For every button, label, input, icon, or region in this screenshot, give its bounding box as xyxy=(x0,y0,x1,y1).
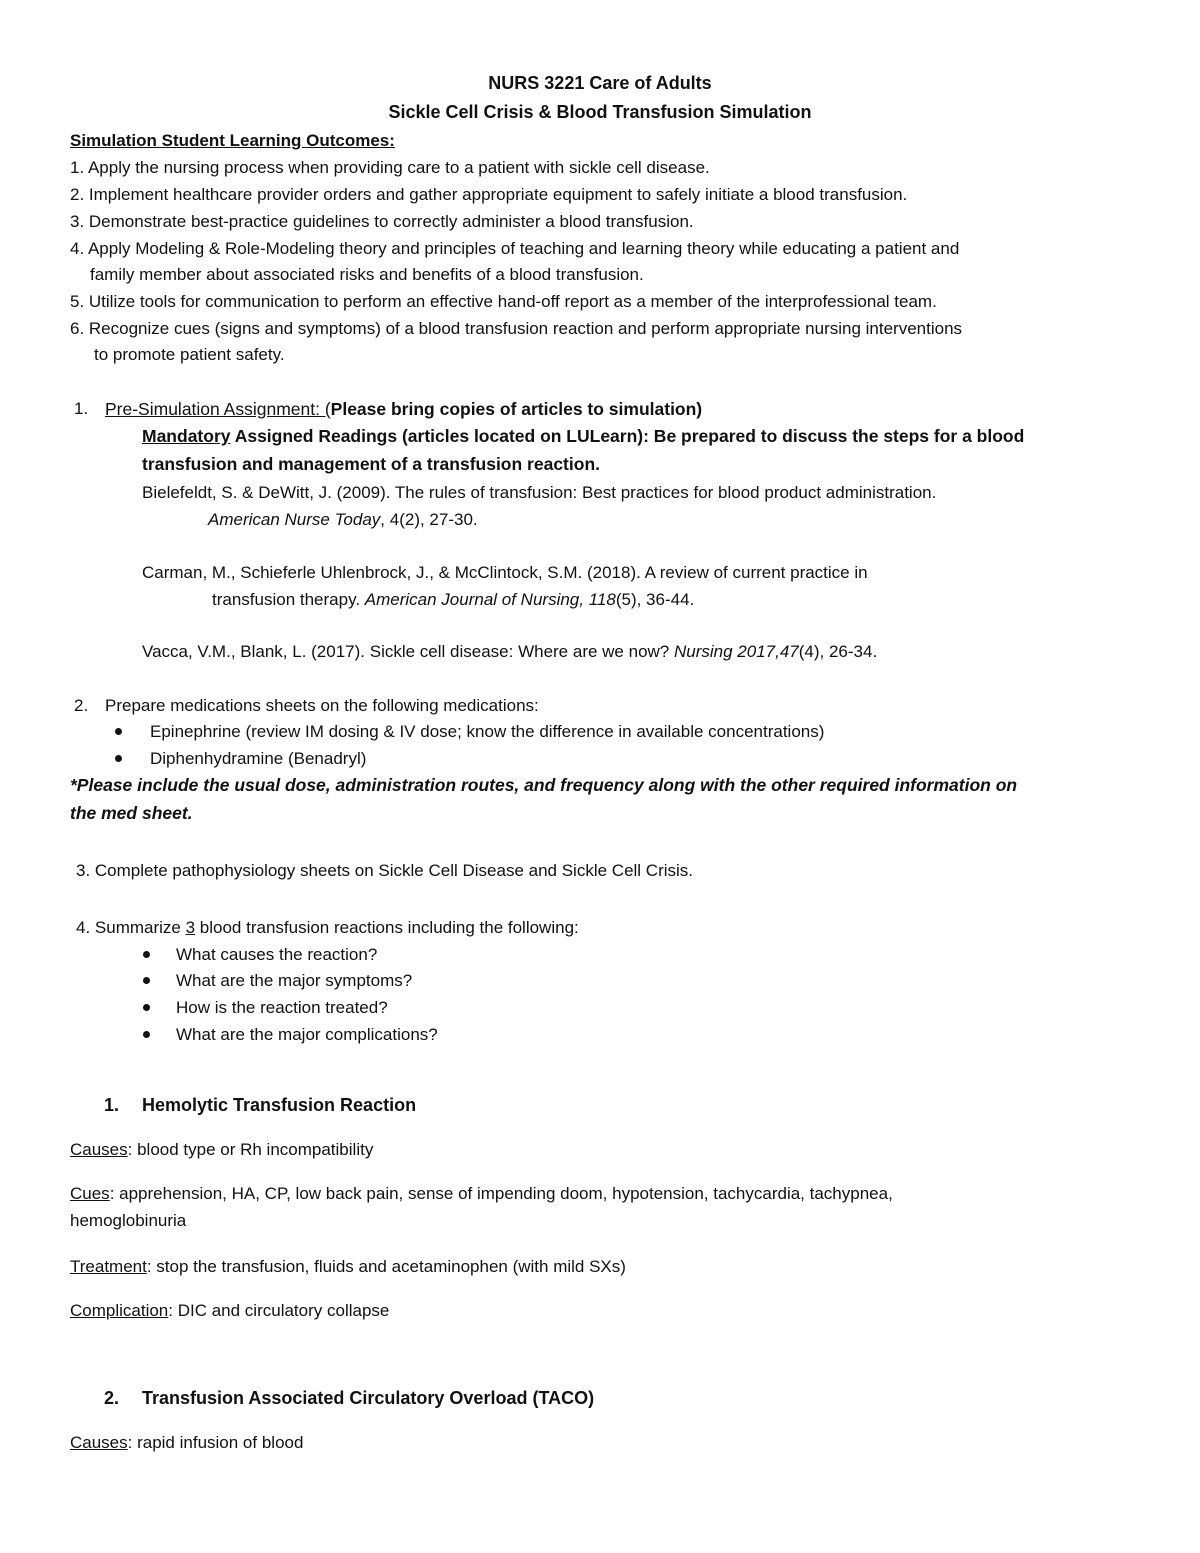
reaction2-number: 2. xyxy=(104,1388,120,1408)
reference-3 xyxy=(142,641,877,663)
med-note-line2: the med sheet. xyxy=(70,803,193,823)
section1-heading xyxy=(105,398,702,420)
reference-2-journal: American Journal of Nursing, 118 xyxy=(364,590,616,609)
outcome-item-cont: to promote patient safety. xyxy=(94,345,285,364)
cues-label: Cues xyxy=(70,1184,110,1203)
reaction1-causes xyxy=(70,1139,373,1161)
outcomes-heading: Simulation Student Learning Outcomes: xyxy=(70,131,395,150)
section1-number: 1. xyxy=(74,399,89,418)
section1-label-rest: Please bring copies of articles to simulation) xyxy=(330,399,703,419)
section4-post: blood transfusion reactions including the following: xyxy=(195,918,579,937)
bullet-icon xyxy=(143,1004,150,1011)
reaction1-cues xyxy=(70,1183,893,1205)
complication-label: Complication xyxy=(70,1301,169,1320)
section4-text xyxy=(76,917,579,939)
question-item: How is the reaction treated? xyxy=(176,998,388,1017)
section3-text: 3. Complete pathophysiology sheets on Sickle Cell Disease and Sickle Cell Crisis. xyxy=(76,861,694,880)
question-item: What causes the reaction? xyxy=(176,945,378,964)
question-item: What are the major complications? xyxy=(176,1025,438,1044)
reference-2-line2 xyxy=(212,589,694,611)
reference-3-pre: Vacca, V.M., Blank, L. (2017). Sickle cell disease: Where are we now? xyxy=(142,642,674,661)
reference-1-journal: American Nurse Today xyxy=(208,510,381,529)
med-item: Epinephrine (review IM dosing & IV dose; know the difference in available concentrations) xyxy=(150,722,825,741)
section2-text: Prepare medications sheets on the following medications: xyxy=(105,696,539,715)
bullet-icon xyxy=(143,951,150,958)
reference-3-volume: (4), 26-34. xyxy=(798,642,878,661)
reference-2-pre: transfusion therapy. xyxy=(212,590,365,609)
cues-text: : apprehension, HA, CP, low back pain, sense of impending doom, hypotension, tachycardia, tachypnea, xyxy=(109,1184,893,1203)
reaction1-title: Hemolytic Transfusion Reaction xyxy=(142,1095,417,1115)
bullet-icon xyxy=(143,977,150,984)
outcome-item-cont: family member about associated risks and benefits of a blood transfusion. xyxy=(90,265,644,284)
section4-count: 3 xyxy=(185,918,196,937)
section4-pre: 4. Summarize xyxy=(76,918,186,937)
complication-text: : DIC and circulatory collapse xyxy=(168,1301,390,1320)
outcome-item: 3. Demonstrate best-practice guidelines to correctly administer a blood transfusion. xyxy=(70,212,694,231)
section1-label: Pre-Simulation Assignment: ( xyxy=(105,399,331,419)
treatment-text: : stop the transfusion, fluids and acetaminophen (with mild SXs) xyxy=(146,1257,626,1276)
readings-mandatory: Mandatory xyxy=(142,426,231,446)
reference-2-line1: Carman, M., Schieferle Uhlenbrock, J., & McClintock, S.M. (2018). A review of current practice in xyxy=(142,563,868,582)
reference-1-line1: Bielefeldt, S. & DeWitt, J. (2009). The rules of transfusion: Best practices for blood product administration. xyxy=(142,483,937,502)
outcome-item: 1. Apply the nursing process when providing care to a patient with sickle cell disease. xyxy=(70,158,710,177)
bullet-icon xyxy=(143,1031,150,1038)
causes-label: Causes xyxy=(70,1433,128,1452)
section2-number: 2. xyxy=(74,696,89,715)
outcome-item: 4. Apply Modeling & Role-Modeling theory and principles of teaching and learning theory while educating a patient and xyxy=(70,239,960,258)
course-title: NURS 3221 Care of Adults xyxy=(488,73,712,93)
med-note-line1: *Please include the usual dose, administration routes, and frequency along with the other required information on xyxy=(70,775,1018,795)
causes-label: Causes xyxy=(70,1140,128,1159)
reference-1-volume: , 4(2), 27-30. xyxy=(380,510,478,529)
readings-line1 xyxy=(142,425,1024,447)
reference-3-journal: Nursing 2017,47 xyxy=(673,642,799,661)
doc-title: Sickle Cell Crisis & Blood Transfusion Simulation xyxy=(388,102,812,122)
readings-text: Assigned Readings (articles located on LULearn): Be prepared to discuss the steps for a blood xyxy=(230,426,1025,446)
reference-1-line2 xyxy=(208,509,478,531)
bullet-icon xyxy=(115,755,122,762)
outcome-item: 5. Utilize tools for communication to perform an effective hand-off report as a member of the interprofessional team. xyxy=(70,292,937,311)
reaction2-title: Transfusion Associated Circulatory Overload (TACO) xyxy=(142,1388,595,1408)
reaction1-complication xyxy=(70,1300,389,1322)
reaction1-treatment xyxy=(70,1256,626,1278)
question-item: What are the major symptoms? xyxy=(176,971,413,990)
reaction1-cues-cont: hemoglobinuria xyxy=(70,1211,187,1230)
med-item: Diphenhydramine (Benadryl) xyxy=(150,749,367,768)
outcome-item: 6. Recognize cues (signs and symptoms) of a blood transfusion reaction and perform appropriate nursing interventions xyxy=(70,319,963,338)
treatment-label: Treatment xyxy=(70,1257,147,1276)
reaction1-number: 1. xyxy=(104,1095,120,1115)
reference-2-volume: (5), 36-44. xyxy=(615,590,695,609)
outcome-item: 2. Implement healthcare provider orders and gather appropriate equipment to safely initiate a blood transfusion. xyxy=(70,185,908,204)
readings-line2: transfusion and management of a transfusion reaction. xyxy=(142,454,600,474)
causes-text: : blood type or Rh incompatibility xyxy=(127,1140,374,1159)
bullet-icon xyxy=(115,728,122,735)
causes-text: : rapid infusion of blood xyxy=(127,1433,304,1452)
reaction2-causes xyxy=(70,1432,303,1454)
